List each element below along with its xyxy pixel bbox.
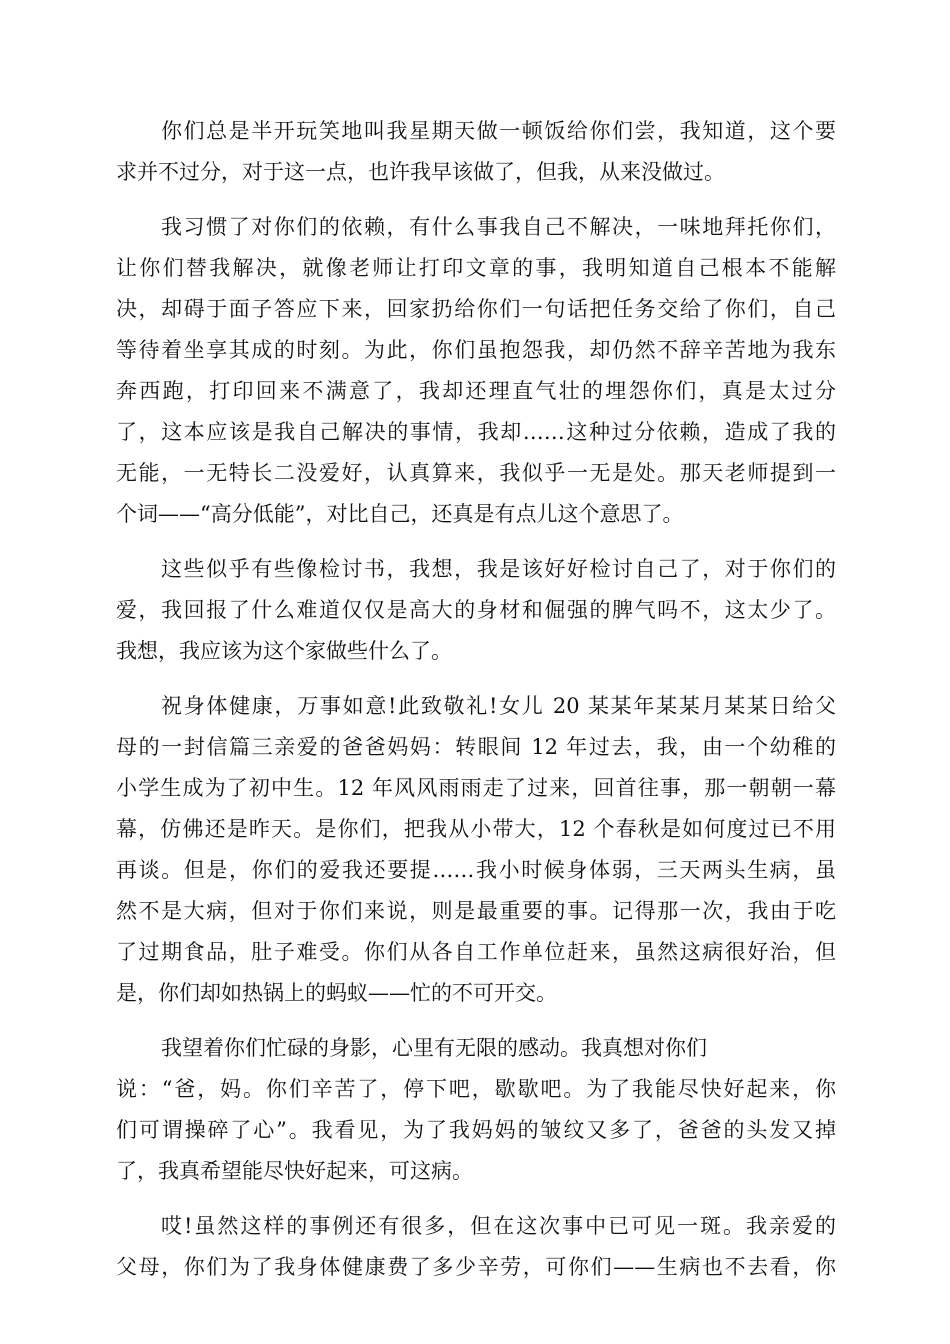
text-line: 小学生成为了初中生。12 年风风雨雨走了过来，回首往事，那一朝朝一幕 [116,776,836,800]
text-line: 幕，仿佛还是昨天。是你们，把我从小带大，12 个春秋是如何度过已不用 [116,817,836,841]
text-line: 说：“爸，妈。你们辛苦了，停下吧，歇歇吧。为了我能尽快好起来，你 [116,1077,836,1101]
text-line: 是，你们却如热锅上的蚂蚁——忙的不可开交。 [116,981,557,1005]
text-line: 再谈。但是，你们的爱我还要提……我小时候身体弱，三天两头生病，虽 [116,858,836,882]
paragraph-3 [116,549,836,672]
text-line: 个词——“高分低能”，对比自己，还真是有点儿这个意思了。 [116,502,684,526]
text-line: 我望着你们忙碌的身影，心里有无限的感动。我真想对你们 [161,1036,707,1060]
text-line: 等待着坐享其成的时刻。为此，你们虽抱怨我，却仍然不辞辛苦地为我东 [116,338,836,362]
text-line: 们可谓操碎了心”。我看见，为了我妈妈的皱纹又多了，爸爸的头发又掉 [116,1118,836,1142]
text-line: 你们总是半开玩笑地叫我星期天做一顿饭给你们尝，我知道，这个要 [161,119,836,143]
text-line: 决，却碍于面子答应下来，回家扔给你们一句话把任务交给了你们，自己 [116,297,836,321]
text-line: 了过期食品，肚子难受。你们从各自工作单位赶来，虽然这病很好治，但 [116,940,836,964]
text-line: 这些似乎有些像检讨书，我想，我是该好好检讨自己了，对于你们的 [161,557,836,581]
text-line: 父母，你们为了我身体健康费了多少辛劳，可你们——生病也不去看，你 [116,1255,836,1279]
text-line: 爱，我回报了什么难道仅仅是高大的身材和倔强的脾气吗不，这太少了。 [116,598,836,622]
text-line: 母的一封信篇三亲爱的爸爸妈妈：转眼间 12 年过去，我，由一个幼稚的 [116,735,836,759]
text-line: 祝身体健康，万事如意!此致敬礼!女儿 20 某某年某某月某某日给父 [161,694,836,718]
document-page [116,111,836,1302]
paragraph-5 [116,1028,836,1192]
text-line: 了，我真希望能尽快好起来，可这病。 [116,1159,473,1183]
paragraph-2 [116,207,836,535]
paragraph-4 [116,686,836,1014]
paragraph-1 [116,111,836,193]
text-line: 哎!虽然这样的事例还有很多，但在这次事中已可见一斑。我亲爱的 [161,1214,836,1238]
text-line: 我习惯了对你们的依赖，有什么事我自己不解决，一味地拜托你们， [161,215,836,239]
text-line: 然不是大病，但对于你们来说，则是最重要的事。记得那一次，我由于吃 [116,899,836,923]
text-line: 奔西跑，打印回来不满意了，我却还理直气壮的埋怨你们，真是太过分 [116,379,836,403]
paragraph-6 [116,1206,836,1288]
text-line: 我想，我应该为这个家做些什么了。 [116,639,452,663]
text-line: 求并不过分，对于这一点，也许我早该做了，但我，从来没做过。 [116,160,725,184]
text-line: 让你们替我解决，就像老师让打印文章的事，我明知道自己根本不能解 [116,256,836,280]
text-line: 无能，一无特长二没爱好，认真算来，我似乎一无是处。那天老师提到一 [116,461,836,485]
text-line: 了，这本应该是我自己解决的事情，我却……这种过分依赖，造成了我的 [116,420,836,444]
